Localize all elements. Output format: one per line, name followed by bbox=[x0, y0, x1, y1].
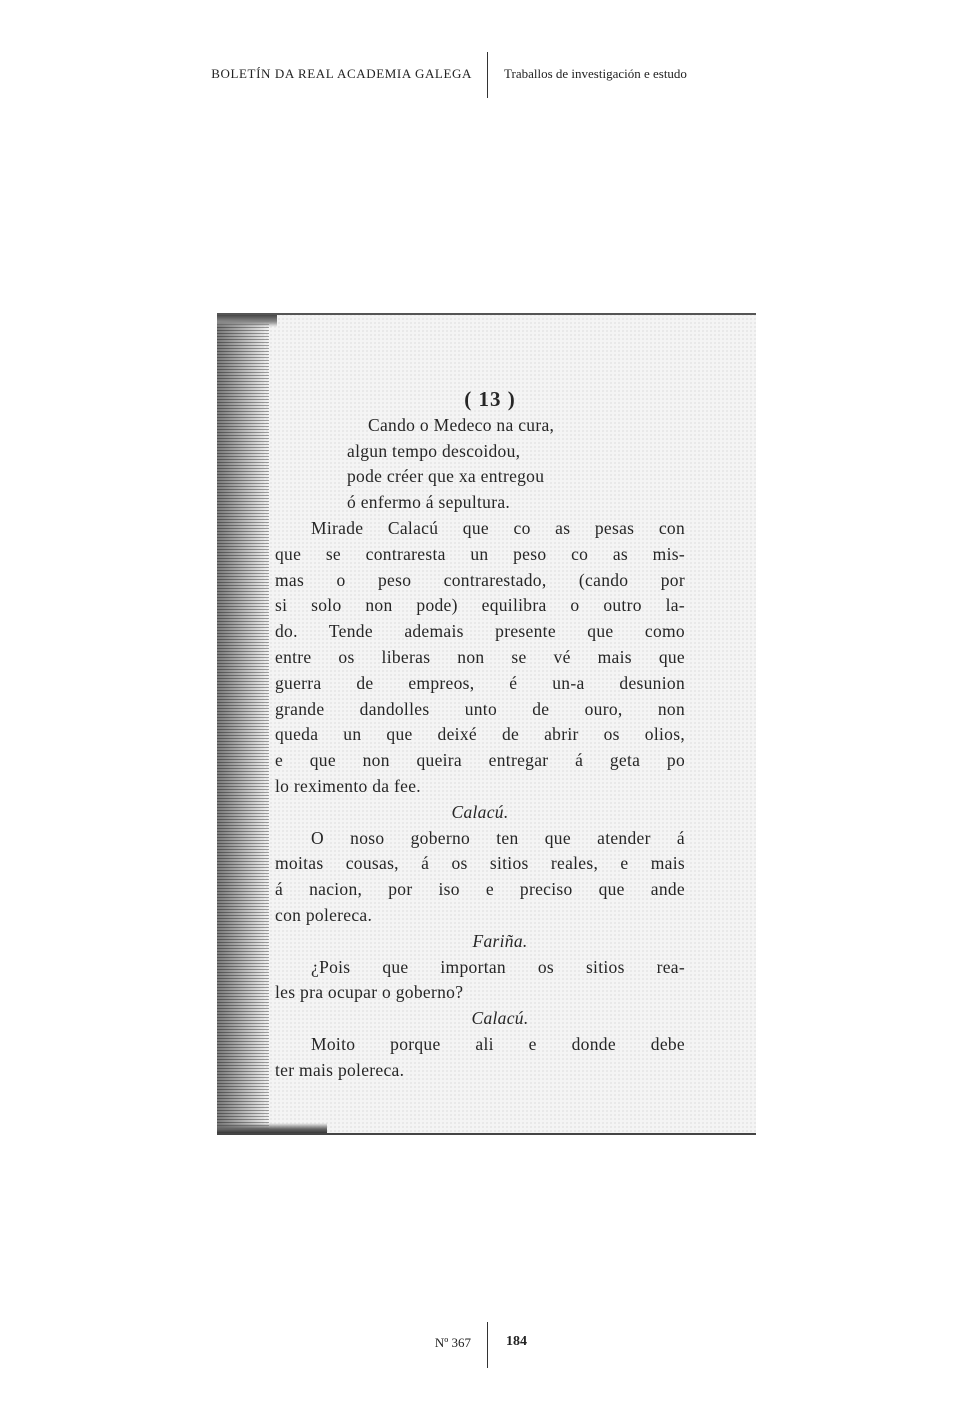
verse-line: ó enfermo á sepultura. bbox=[347, 492, 511, 513]
paragraph-line: mas o peso contrarestado, (cando por bbox=[275, 569, 685, 590]
journal-title: BOLETÍN DA REAL ACADEMIA GALEGA bbox=[211, 66, 472, 81]
section-title: Traballos de investigación e estudo bbox=[504, 66, 687, 81]
issue-number: Nº 367 bbox=[434, 1335, 471, 1350]
paragraph-line: entre os liberas non se vé mais que bbox=[275, 646, 685, 667]
speaker-name: Calacú. bbox=[471, 1008, 529, 1029]
paragraph-line: e que non queira entregar á geta po bbox=[275, 750, 685, 771]
verse-line: pode créer que xa entregou bbox=[347, 466, 545, 487]
paragraph-line: moitas cousas, á os sitios reales, e mais bbox=[275, 853, 685, 874]
scanned-page-facsimile bbox=[217, 313, 756, 1135]
paragraph-line: les pra ocupar o goberno? bbox=[275, 982, 464, 1003]
paragraph-line: do. Tende ademais presente que como bbox=[275, 621, 685, 642]
footer-divider bbox=[487, 1322, 488, 1368]
paragraph-line: Moito porque ali e donde debe bbox=[311, 1033, 685, 1054]
verse-line: algun tempo descoidou, bbox=[347, 440, 521, 461]
paragraph-line: ¿Pois que importan os sitios rea- bbox=[311, 956, 685, 977]
paragraph-line: guerra de empreos, é un-a desunion bbox=[275, 672, 685, 693]
scan-bottom-edge bbox=[217, 1133, 756, 1135]
page-number: 184 bbox=[506, 1334, 527, 1349]
speaker-name: Fariña. bbox=[472, 930, 528, 951]
verse-line: Cando o Medeco na cura, bbox=[368, 414, 555, 435]
scan-top-shadow bbox=[217, 313, 277, 327]
scan-spine-shadow bbox=[217, 313, 269, 1135]
paragraph-line: á nacion, por iso e preciso que ande bbox=[275, 879, 685, 900]
paragraph-line: queda un que deixé de abrir os olios, bbox=[275, 724, 685, 745]
paragraph-line: ter mais polereca. bbox=[275, 1059, 405, 1080]
paragraph-line: O noso goberno ten que atender á bbox=[311, 827, 685, 848]
scan-top-edge bbox=[217, 313, 756, 315]
paragraph-line: si solo non pode) equilibra o outro la- bbox=[275, 595, 685, 616]
scanned-text-block bbox=[275, 387, 685, 1084]
speaker-name: Calacú. bbox=[451, 801, 509, 822]
header-divider bbox=[487, 52, 488, 98]
paragraph-line: con polereca. bbox=[275, 904, 373, 925]
paragraph-line: Mirade Calacú que co as pesas con bbox=[311, 517, 685, 538]
paragraph-line: que se contraresta un peso co as mis- bbox=[275, 543, 685, 564]
paragraph-line: lo reximento da fee. bbox=[275, 775, 421, 796]
paragraph-line: grande dandolles unto de ouro, non bbox=[275, 698, 685, 719]
original-page-number: ( 13 ) bbox=[464, 387, 516, 411]
